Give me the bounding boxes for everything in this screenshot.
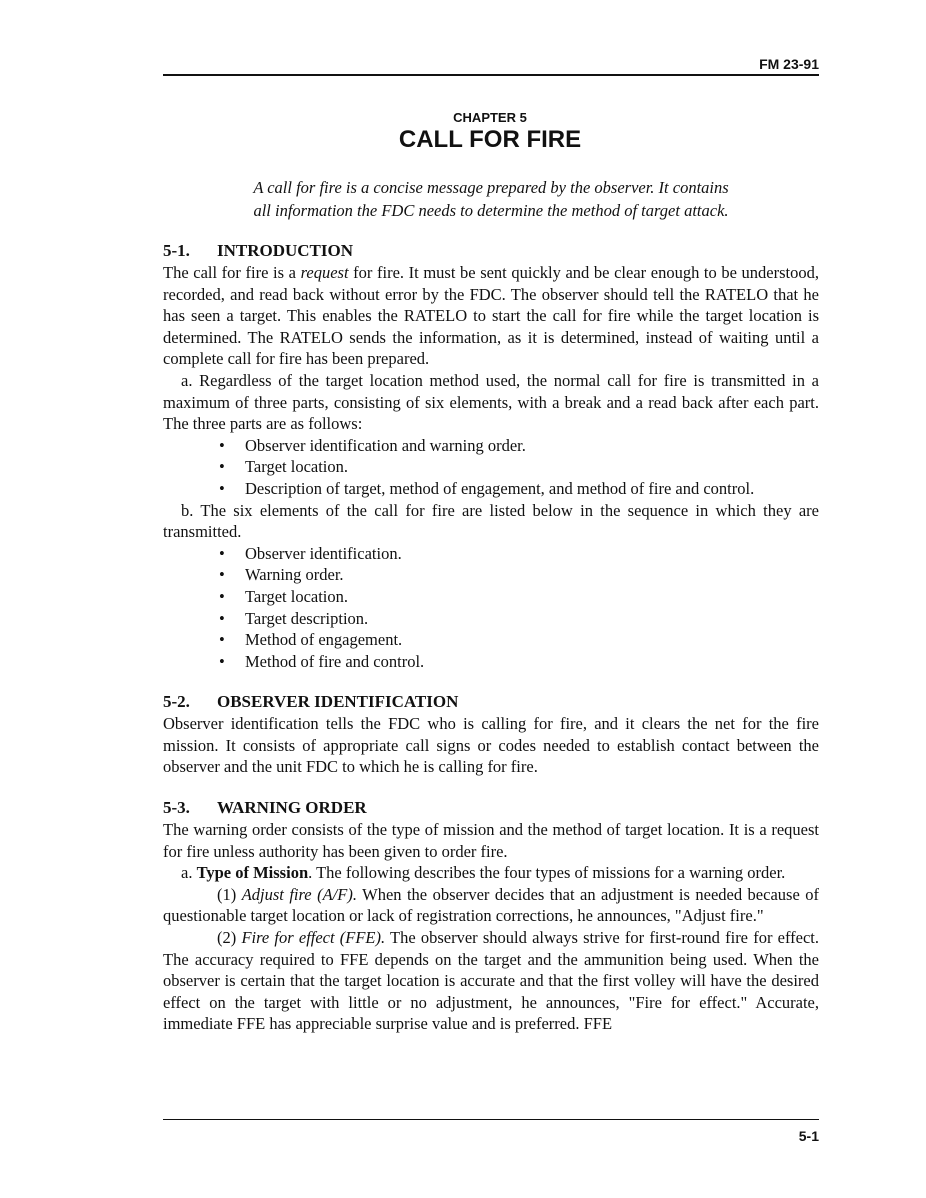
page-number: 5-1 [798,1128,819,1144]
paragraph [163,927,819,1035]
section-heading-5-2 [163,691,819,713]
section-title: INTRODUCTION [217,241,354,260]
paragraph [163,884,819,927]
section-number: 5-2. [163,692,190,712]
list-item: • Warning order. [163,564,819,586]
section-number: 5-3. [163,798,190,818]
parts-list [163,435,819,500]
text-run: When the observer decides that an adjustment is needed because of questionable target location or lack of registration corrections, he announces, "Adjust fire." [163,884,819,926]
list-item: • Description of target, method of engagement, and method of fire and control. [163,478,819,500]
text-run: (2) [217,928,242,948]
text-run: . The following describes the four types of missions for a warning order. [308,863,786,883]
spacer [163,778,819,797]
elements-list [163,543,819,673]
footer-rule [163,1119,819,1120]
text-run: The observer should always strive for first-round fire for effect. The accuracy required to FFE depends on the target and the ammunition being used. When the observer is certain that the target location is accurate and that the first volley will have the desired effect on the target with little or no adjustment, he announces, "Fire for effect." Accurate, immediate FFE has appreciable surprise value and is preferred. FFE [163,928,819,1034]
section-number: 5-1. [163,241,190,260]
bold-run-in-heading: Type of Mission [196,863,309,883]
list-item: • Target location. [163,586,819,608]
spacer [163,672,819,691]
paragraph: Observer identification tells the FDC who is calling for fire, and it clears the net for the fire mission. It consists of appropriate call signs or codes needed to establish contact between the observer and the unit FDC to which he is calling for fire. [163,714,819,777]
list-item: • Method of engagement. [163,629,819,651]
paragraph [163,262,819,370]
body-text [163,240,819,1035]
paragraph: b. The six elements of the call for fire are listed below in the sequence in which they are transmitted. [163,500,819,542]
header-rule [163,74,819,76]
chapter-summary [163,177,819,222]
list-item: • Observer identification and warning order. [163,435,819,457]
chapter-summary-line: all information the FDC needs to determine the method of target attack. [253,200,729,220]
chapter-title: CALL FOR FIRE [398,126,582,153]
emphasis-text: request [300,263,349,282]
section-title: OBSERVER IDENTIFICATION [217,692,459,712]
section-heading-5-1 [163,240,819,262]
paragraph: a. Regardless of the target location method used, the normal call for fire is transmitted in a maximum of three parts, consisting of six elements, with a break and a read back after each part. The three parts are as follows: [163,370,819,434]
chapter-label: CHAPTER 5 [453,110,527,125]
emphasis-text: Fire for effect (FFE). [241,928,386,948]
emphasis-text: Adjust fire (A/F). [241,884,357,904]
list-item: • Method of fire and control. [163,651,819,673]
running-header: FM 23-91 [759,56,819,72]
list-item: • Observer identification. [163,543,819,565]
list-item: • Target description. [163,608,819,630]
section-title: WARNING ORDER [217,798,367,818]
text-run: for fire. It must be sent quickly and be clear enough to be understood, recorded, and read back without error by the FDC. The observer should tell the RATELO that he has seen a target. This enables the RATELO to start the call for fire while the target location is determined. The RATELO sends the information, as it is determined, instead of waiting until a complete call for fire has been prepared. [163,263,819,369]
section-heading-5-3 [163,797,819,819]
text-run: The call for fire is a [163,263,301,282]
text-run: a. [181,863,197,883]
paragraph: The warning order consists of the type of mission and the method of target location. It is a request for fire unless authority has been given to order fire. [163,820,819,861]
list-item: • Target location. [163,456,819,478]
chapter-summary-line: A call for fire is a concise message prepared by the observer. It contains [253,178,729,197]
paragraph [163,862,819,884]
text-run: (1) [217,884,242,904]
